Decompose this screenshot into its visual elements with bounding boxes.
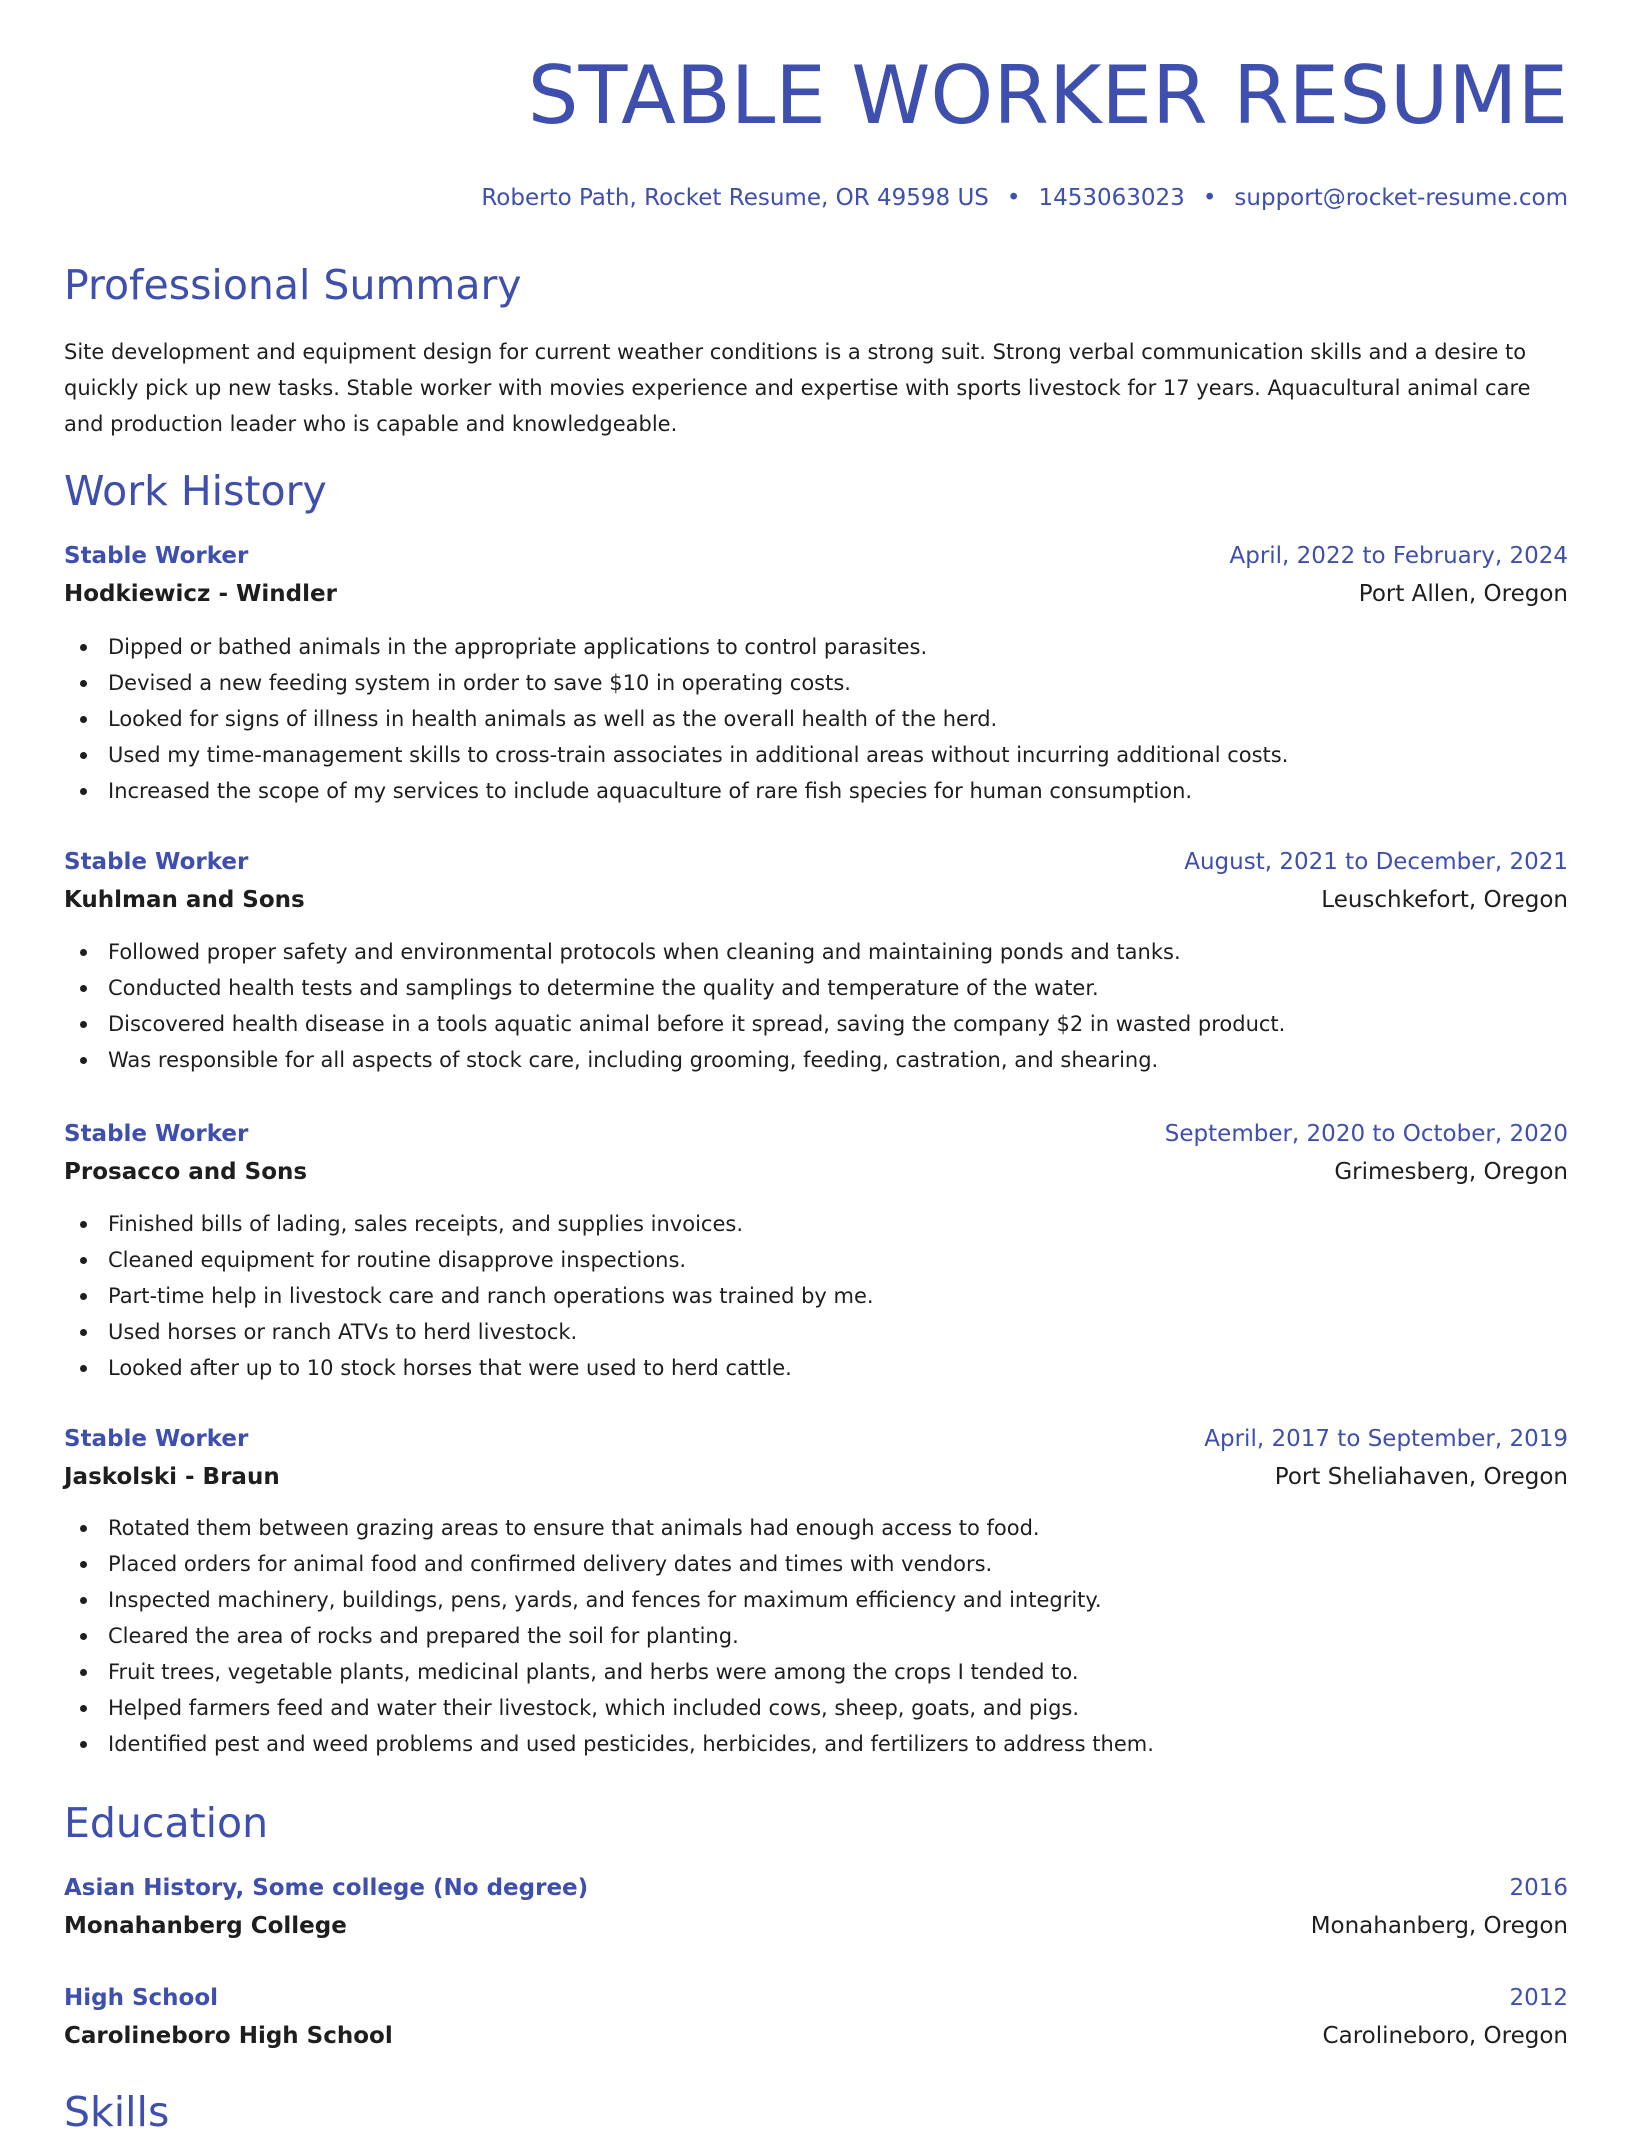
job-bullet: Followed proper safety and environmental protocols when cleaning and maintaining ponds and tanks. [64,934,1568,970]
job-company-row [64,881,1568,919]
job-company: Prosacco and Sons [64,1159,308,1185]
job-bullet: Fruit trees, vegetable plants, medicinal plants, and herbs were among the crops I tended to. [64,1654,1568,1690]
job-entry [64,1420,1568,1762]
job-header-row [64,843,1568,881]
job-bullet: Helped farmers feed and water their livestock, which included cows, sheep, goats, and pigs. [64,1690,1568,1726]
job-bullet: Devised a new feeding system in order to save $10 in operating costs. [64,665,1568,701]
job-header-row [64,1115,1568,1153]
job-location: Leuschkefort, Oregon [1321,887,1568,913]
job-company-row [64,1153,1568,1191]
job-entry [64,843,1568,1078]
job-bullet: Rotated them between grazing areas to ensure that animals had enough access to food. [64,1510,1568,1546]
job-bullet: Placed orders for animal food and confirmed delivery dates and times with vendors. [64,1546,1568,1582]
job-header-row [64,1420,1568,1458]
section-heading-summary: Professional Summary [64,261,522,309]
job-bullet: Cleared the area of rocks and prepared the soil for planting. [64,1618,1568,1654]
job-role: Stable Worker [64,543,249,569]
job-location: Port Sheliahaven, Oregon [1274,1464,1568,1490]
job-dates: April, 2017 to September, 2019 [1204,1426,1568,1452]
job-company-row [64,1458,1568,1496]
job-bullet: Used horses or ranch ATVs to herd livestock. [64,1314,1568,1350]
job-bullet: Finished bills of lading, sales receipts, and supplies invoices. [64,1206,1568,1242]
job-bullet: Increased the scope of my services to include aquaculture of rare fish species for human consumption. [64,773,1568,809]
job-bullet: Inspected machinery, buildings, pens, yards, and fences for maximum efficiency and integrity. [64,1582,1568,1618]
job-company-row [64,575,1568,613]
job-header-row [64,537,1568,575]
education-header-row [64,1979,1568,2017]
summary-text: Site development and equipment design for current weather conditions is a strong suit. Strong verbal communication skills and a desire to quickly pick up new tasks. Stable worker with movies experience and expertise with sports livestock for 17 years. Aquacultural animal care and production leader who is capable and knowledgeable. [64,340,1531,436]
job-bullet: Identified pest and weed problems and used pesticides, herbicides, and fertilizers to address them. [64,1726,1568,1762]
section-heading-education: Education [64,1799,269,1847]
contact-separator: • [1006,185,1021,211]
contact-phone: 1453063023 [1038,185,1185,211]
contact-address: Roberto Path, Rocket Resume, OR 49598 US [481,185,989,211]
job-dates: August, 2021 to December, 2021 [1184,849,1568,875]
education-year: 2012 [1509,1985,1568,2011]
job-company: Hodkiewicz - Windler [64,581,337,607]
job-location: Port Allen, Oregon [1358,581,1568,607]
job-bullet-list [64,1510,1568,1762]
education-year: 2016 [1509,1875,1568,1901]
job-company: Kuhlman and Sons [64,887,305,913]
education-degree: Asian History, Some college (No degree) [64,1875,589,1901]
job-entry [64,1115,1568,1386]
resume-title: STABLE WORKER RESUME [527,49,1568,142]
job-location: Grimesberg, Oregon [1334,1159,1568,1185]
job-bullet-list [64,1206,1568,1386]
job-role: Stable Worker [64,849,249,875]
education-school-row [64,1907,1568,1945]
education-header-row [64,1869,1568,1907]
section-heading-skills: Skills [64,2088,170,2136]
job-bullet: Discovered health disease in a tools aquatic animal before it spread, saving the company $2 in wasted product. [64,1006,1568,1042]
job-bullet-list [64,934,1568,1078]
job-bullet: Used my time-management skills to cross-train associates in additional areas without incurring additional costs. [64,737,1568,773]
job-entry [64,537,1568,809]
contact-email[interactable]: support@rocket-resume.com [1234,185,1568,211]
job-bullet-list [64,629,1568,809]
job-bullet: Cleaned equipment for routine disapprove inspections. [64,1242,1568,1278]
education-degree: High School [64,1985,219,2011]
job-role: Stable Worker [64,1121,249,1147]
education-school: Monahanberg College [64,1913,347,1939]
job-bullet: Looked for signs of illness in health animals as well as the overall health of the herd. [64,701,1568,737]
job-role: Stable Worker [64,1426,249,1452]
education-school: Carolineboro High School [64,2023,393,2049]
section-heading-work-history: Work History [64,467,327,515]
job-company: Jaskolski - Braun [64,1464,280,1490]
job-bullet: Was responsible for all aspects of stock care, including grooming, feeding, castration, and shearing. [64,1042,1568,1078]
job-bullet: Part-time help in livestock care and ranch operations was trained by me. [64,1278,1568,1314]
job-bullet: Looked after up to 10 stock horses that were used to herd cattle. [64,1350,1568,1386]
education-school-row [64,2017,1568,2055]
job-dates: April, 2022 to February, 2024 [1229,543,1568,569]
contact-separator: • [1202,185,1217,211]
education-location: Monahanberg, Oregon [1310,1913,1568,1939]
education-entry [64,1869,1568,1945]
education-location: Carolineboro, Oregon [1322,2023,1568,2049]
job-dates: September, 2020 to October, 2020 [1164,1121,1568,1147]
job-bullet: Conducted health tests and samplings to determine the quality and temperature of the water. [64,970,1568,1006]
job-bullet: Dipped or bathed animals in the appropriate applications to control parasites. [64,629,1568,665]
education-entry [64,1979,1568,2055]
contact-line [481,182,1568,214]
